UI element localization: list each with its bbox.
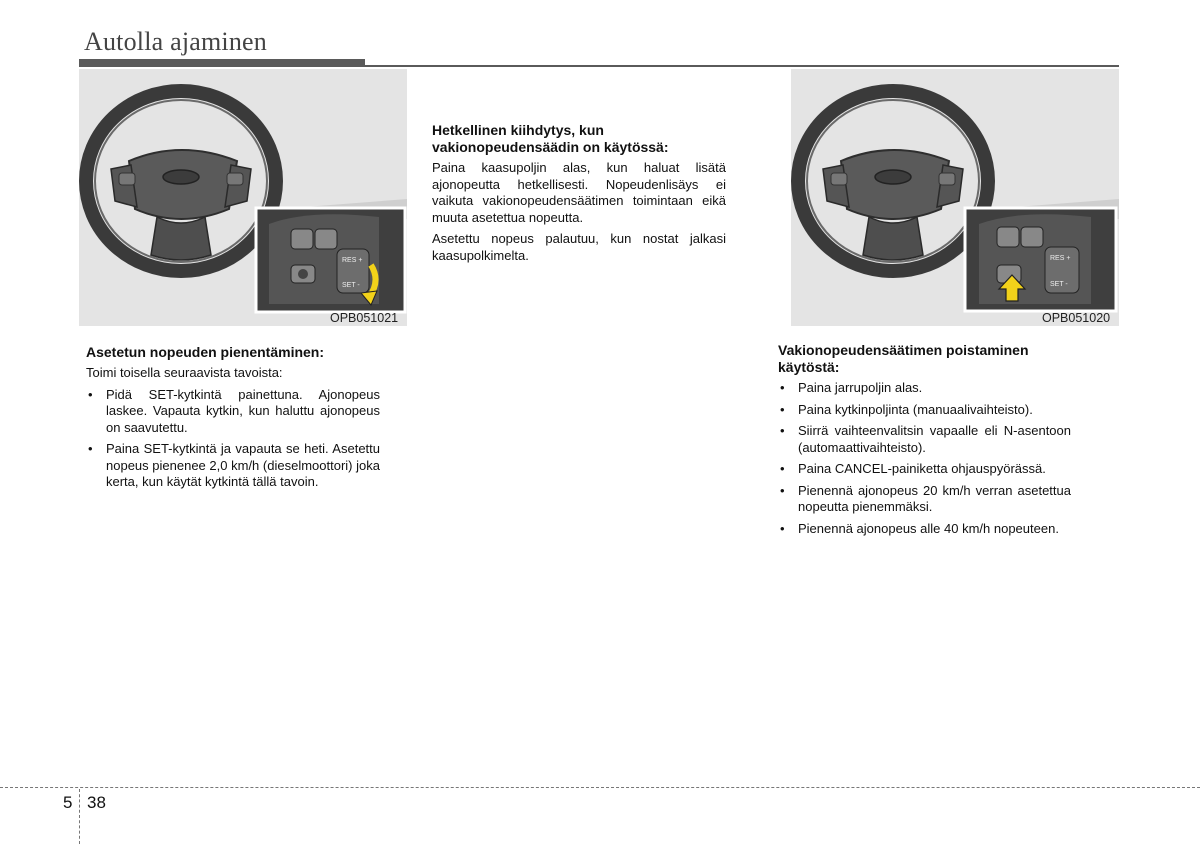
- section-heading: Asetetun nopeuden pienentäminen:: [86, 344, 325, 360]
- set-label: SET -: [1050, 281, 1068, 288]
- list-item: • Siirrä vaihteenvalitsin vapaalle eli N-asentoon (automaattivaihteisto).: [778, 423, 1071, 456]
- list-item: • Pienennä ajonopeus 20 km/h verran asetettua nopeutta pienemmäksi.: [778, 483, 1071, 516]
- steering-wheel-illustration: [79, 69, 407, 326]
- section-intro: Toimi toisella seuraavista tavoista:: [86, 365, 283, 380]
- section-heading: Hetkellinen kiihdytys, kun vakionopeudensäädin on käytössä:: [432, 122, 669, 155]
- section-reduce-speed: [86, 344, 380, 496]
- footer-divider: [79, 789, 80, 844]
- set-label: SET -: [342, 282, 360, 289]
- list-item: • Paina kytkinpoljinta (manuaalivaihteisto).: [778, 402, 1071, 419]
- bullet-list: [778, 380, 1071, 537]
- res-label: RES +: [1050, 255, 1071, 262]
- list-item: • Paina jarrupoljin alas.: [778, 380, 1071, 397]
- figure-caption-right: OPB051020: [1042, 311, 1111, 325]
- paragraph: Asetettu nopeus palautuu, kun nostat jalkasi kaasupolkimelta.: [432, 231, 726, 263]
- bullet-list: [86, 387, 380, 491]
- section-temporary-acceleration: [432, 122, 726, 269]
- footer-rule: [0, 787, 1200, 788]
- header-rule-thin: [365, 65, 1119, 67]
- paragraph: Paina kaasupoljin alas, kun haluat lisätä ajonopeutta hetkellisesti. Nopeudenlisäys ei vaikuta vakionopeudensäätimen toimintaan eikä muuta asetettua nopeutta.: [432, 160, 726, 225]
- steering-wheel-figure-right: [791, 69, 1119, 326]
- list-item: • Pidä SET-kytkintä painettuna. Ajonopeus laskee. Vapauta kytkin, kun haluttu ajonopeus on saavutettu.: [86, 387, 380, 437]
- page-number: 38: [87, 793, 106, 812]
- steering-wheel-figure-left: [79, 69, 407, 326]
- list-item: • Paina SET-kytkintä ja vapauta se heti. Asetettu nopeus pienenee 2,0 km/h (dieselmoottori) joka kerta, kun käytät kytkintä tällä tavoin.: [86, 441, 380, 491]
- list-item: • Pienennä ajonopeus alle 40 km/h nopeuteen.: [778, 521, 1071, 538]
- steering-wheel-illustration: [791, 69, 1119, 326]
- section-heading: Vakionopeudensäätimen poistaminen käytöstä:: [778, 342, 1029, 375]
- header-rule-thick: [79, 59, 365, 67]
- list-item: • Paina CANCEL-painiketta ohjauspyörässä.: [778, 461, 1071, 478]
- chapter-number: 5: [63, 793, 73, 812]
- figure-caption-left: OPB051021: [330, 311, 399, 325]
- res-label: RES +: [342, 257, 363, 264]
- section-deactivate-cruise-control: [778, 342, 1071, 542]
- page-header-title: Autolla ajaminen: [84, 27, 267, 56]
